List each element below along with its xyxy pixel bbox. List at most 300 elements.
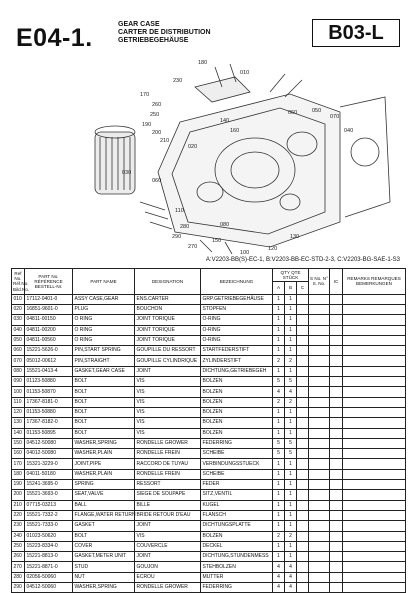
ref-no-cell: 240 xyxy=(12,531,25,541)
remarks-cell xyxy=(343,335,406,345)
col-serial-no: S No. N° S. No. xyxy=(309,269,330,295)
remarks-cell xyxy=(343,541,406,551)
callout-label: 050 xyxy=(312,108,322,114)
col-bezeichnung: BEZEICHNUNG xyxy=(201,269,273,295)
ref-no-cell: 200 xyxy=(12,490,25,500)
part-no-cell: 04811-00200 xyxy=(25,325,73,335)
remarks-cell xyxy=(343,294,406,304)
table-row xyxy=(12,510,406,520)
qty-c-cell xyxy=(297,438,309,448)
part-name-cell: WASHER,PLAIN xyxy=(73,449,135,459)
ref-no-cell: 080 xyxy=(12,366,25,376)
part-name-cell: BALL xyxy=(73,500,135,510)
callout-label: 180 xyxy=(198,60,208,66)
qty-c-cell xyxy=(297,397,309,407)
ref-no-cell: 010 xyxy=(12,294,25,304)
part-no-cell: 01153-50895 xyxy=(25,428,73,438)
part-name-cell: JOINT,PIPE xyxy=(73,459,135,469)
qty-c-cell xyxy=(297,510,309,520)
table-row xyxy=(12,459,406,469)
qty-b-cell: 4 xyxy=(285,562,297,572)
bezeichnung-cell: FEDERRING xyxy=(201,583,273,593)
remarks-cell xyxy=(343,325,406,335)
remarks-cell xyxy=(343,583,406,593)
designation-cell: GOUJON xyxy=(135,562,201,572)
ic-cell xyxy=(330,387,343,397)
part-no-cell: 15321-3229-0 xyxy=(25,459,73,469)
ic-cell xyxy=(330,541,343,551)
bezeichnung-cell: FEDERRING xyxy=(201,438,273,448)
part-name-cell: BOLT xyxy=(73,387,135,397)
ic-cell xyxy=(330,418,343,428)
qty-c-cell xyxy=(297,335,309,345)
remarks-cell xyxy=(343,397,406,407)
part-no-cell: 04512-50080 xyxy=(25,438,73,448)
remarks-cell xyxy=(343,459,406,469)
col-ref-no: Ref No. Réf.No. Bild.No. xyxy=(12,269,25,295)
table-row xyxy=(12,397,406,407)
serial-no-cell xyxy=(309,531,330,541)
designation-cell: RONDELLE GROWER xyxy=(135,438,201,448)
remarks-cell xyxy=(343,531,406,541)
table-header-row xyxy=(12,269,406,282)
title-fr: CARTER DE DISTRIBUTION xyxy=(118,29,211,36)
part-name-cell: BOLT xyxy=(73,397,135,407)
qty-c-cell xyxy=(297,521,309,531)
qty-c-cell xyxy=(297,294,309,304)
part-no-cell: 17367-8182-0 xyxy=(25,418,73,428)
part-name-cell: O RING xyxy=(73,335,135,345)
part-no-cell: 17367-8181-0 xyxy=(25,397,73,407)
part-name-cell: WASHER,SPRING xyxy=(73,438,135,448)
ref-no-cell: 070 xyxy=(12,356,25,366)
remarks-cell xyxy=(343,500,406,510)
callout-label: 080 xyxy=(220,222,230,228)
callout-label: 040 xyxy=(344,128,354,134)
col-remarks: REMARKS REMARQUES BEMERKUNGEN xyxy=(343,269,406,295)
table-row xyxy=(12,335,406,345)
serial-no-cell xyxy=(309,521,330,531)
part-no-cell: 15223-8334-0 xyxy=(25,541,73,551)
part-name-cell: FLANGE,WATER RETURN xyxy=(73,510,135,520)
section-titles xyxy=(118,21,211,45)
table-row xyxy=(12,407,406,417)
part-name-cell: PIN,STRAIGHT xyxy=(73,356,135,366)
qty-a-cell: 2 xyxy=(273,356,285,366)
page-code-box: B03-L xyxy=(312,19,400,47)
designation-cell: RONDELLE GROWER xyxy=(135,583,201,593)
serial-no-cell xyxy=(309,377,330,387)
qty-b-cell: 2 xyxy=(285,397,297,407)
bezeichnung-cell: SCHEIBE xyxy=(201,469,273,479)
ic-cell xyxy=(330,562,343,572)
designation-cell: BILLE xyxy=(135,500,201,510)
remarks-cell xyxy=(343,521,406,531)
qty-a-cell: 4 xyxy=(273,572,285,582)
designation-cell: GOUPILLE CYLINDRIQUE xyxy=(135,356,201,366)
bezeichnung-cell: GRP.GETRIEBEGEHÄUSE xyxy=(201,294,273,304)
qty-c-cell xyxy=(297,315,309,325)
table-row xyxy=(12,438,406,448)
designation-cell: RESSORT xyxy=(135,480,201,490)
ref-no-cell: 030 xyxy=(12,315,25,325)
qty-a-cell: 4 xyxy=(273,583,285,593)
designation-cell: JOINT xyxy=(135,366,201,376)
part-no-cell: 04811-00150 xyxy=(25,315,73,325)
table-row xyxy=(12,572,406,582)
qty-b-cell: 1 xyxy=(285,521,297,531)
designation-cell: JOINT xyxy=(135,521,201,531)
serial-no-cell xyxy=(309,562,330,572)
remarks-cell xyxy=(343,562,406,572)
remarks-cell xyxy=(343,449,406,459)
qty-a-cell: 1 xyxy=(273,490,285,500)
part-name-cell: STUD xyxy=(73,562,135,572)
part-no-cell: 15521-7332-2 xyxy=(25,510,73,520)
ref-no-cell: 100 xyxy=(12,387,25,397)
serial-no-cell xyxy=(309,305,330,315)
col-part-no: PART No. RÉFÉRENCE BESTELL-Nr. xyxy=(25,269,73,295)
title-de: GETRIEBEGEHÄUSE xyxy=(118,37,189,44)
part-no-cell: 15221-8813-0 xyxy=(25,552,73,562)
qty-c-cell xyxy=(297,490,309,500)
serial-no-cell xyxy=(309,335,330,345)
qty-b-cell: 2 xyxy=(285,531,297,541)
qty-c-cell xyxy=(297,325,309,335)
qty-b-cell: 1 xyxy=(285,315,297,325)
qty-c-cell xyxy=(297,469,309,479)
callout-label: 170 xyxy=(140,92,150,98)
serial-no-cell xyxy=(309,294,330,304)
ref-no-cell: 250 xyxy=(12,541,25,551)
serial-no-cell xyxy=(309,490,330,500)
qty-a-cell: 1 xyxy=(273,305,285,315)
qty-c-cell xyxy=(297,459,309,469)
col-ic: IC xyxy=(330,269,343,295)
designation-cell: VIS xyxy=(135,418,201,428)
qty-a-cell: 1 xyxy=(273,552,285,562)
part-name-cell: COVER xyxy=(73,541,135,551)
designation-cell: SIEGE DE SOUPAPE xyxy=(135,490,201,500)
qty-a-cell: 1 xyxy=(273,294,285,304)
bezeichnung-cell: SITZ,VENTIL xyxy=(201,490,273,500)
serial-no-cell xyxy=(309,480,330,490)
part-no-cell: 16851-9601-0 xyxy=(25,305,73,315)
part-no-cell: 15221-8871-0 xyxy=(25,562,73,572)
designation-cell: COUVERCLE xyxy=(135,541,201,551)
ref-no-cell: 270 xyxy=(12,562,25,572)
bezeichnung-cell: SCHEIBE xyxy=(201,449,273,459)
ref-no-cell: 280 xyxy=(12,572,25,582)
bezeichnung-cell: DICHTUNG,STUNDENMESS xyxy=(201,552,273,562)
bezeichnung-cell: VERBINDUNGSSTUECK xyxy=(201,459,273,469)
bezeichnung-cell: BOLZEN xyxy=(201,387,273,397)
table-row xyxy=(12,480,406,490)
bezeichnung-cell: KUGEL xyxy=(201,500,273,510)
qty-b-cell: 1 xyxy=(285,510,297,520)
bezeichnung-cell: DICHTUNGSPLATTE xyxy=(201,521,273,531)
table-row xyxy=(12,521,406,531)
designation-cell: VIS xyxy=(135,377,201,387)
part-name-cell: PIN,START SPRING xyxy=(73,346,135,356)
table-row xyxy=(12,490,406,500)
bezeichnung-cell: BOLZEN xyxy=(201,428,273,438)
ic-cell xyxy=(330,325,343,335)
qty-b-cell: 2 xyxy=(285,356,297,366)
designation-cell: RONDELLE FREIN xyxy=(135,449,201,459)
callout-label: 070 xyxy=(330,114,340,120)
remarks-cell xyxy=(343,469,406,479)
part-name-cell: BOLT xyxy=(73,407,135,417)
parts-table xyxy=(11,268,406,593)
designation-cell: ECROU xyxy=(135,572,201,582)
bezeichnung-cell: BOLZEN xyxy=(201,377,273,387)
designation-cell: RONDELLE FREIN xyxy=(135,469,201,479)
col-qty-b: B xyxy=(285,282,297,294)
part-name-cell: BOLT xyxy=(73,418,135,428)
table-row xyxy=(12,315,406,325)
bezeichnung-cell: O-RING xyxy=(201,315,273,325)
serial-no-cell xyxy=(309,325,330,335)
remarks-cell xyxy=(343,418,406,428)
bezeichnung-cell: DECKEL xyxy=(201,541,273,551)
qty-a-cell: 1 xyxy=(273,346,285,356)
designation-cell: VIS xyxy=(135,428,201,438)
part-name-cell: NUT xyxy=(73,572,135,582)
table-row xyxy=(12,469,406,479)
designation-cell: BRIDE RETOUR D'EAU xyxy=(135,510,201,520)
bezeichnung-cell: BOLZEN xyxy=(201,397,273,407)
col-qty-a: A xyxy=(273,282,285,294)
qty-b-cell: 1 xyxy=(285,469,297,479)
ic-cell xyxy=(330,469,343,479)
table-row xyxy=(12,531,406,541)
ref-no-cell: 040 xyxy=(12,325,25,335)
qty-a-cell: 1 xyxy=(273,459,285,469)
ic-cell xyxy=(330,407,343,417)
serial-no-cell xyxy=(309,449,330,459)
qty-c-cell xyxy=(297,449,309,459)
remarks-cell xyxy=(343,366,406,376)
qty-a-cell: 4 xyxy=(273,562,285,572)
callout-label: 150 xyxy=(212,238,222,244)
ref-no-cell: 210 xyxy=(12,500,25,510)
col-qty-c: C xyxy=(297,282,309,294)
serial-no-cell xyxy=(309,397,330,407)
serial-no-cell xyxy=(309,407,330,417)
ic-cell xyxy=(330,335,343,345)
table-row xyxy=(12,356,406,366)
part-name-cell: WASHER,PLAIN xyxy=(73,469,135,479)
qty-b-cell: 4 xyxy=(285,583,297,593)
bezeichnung-cell: FEDER xyxy=(201,480,273,490)
ref-no-cell: 290 xyxy=(12,583,25,593)
ic-cell xyxy=(330,500,343,510)
designation-cell: BOUCHON xyxy=(135,305,201,315)
callout-label: 230 xyxy=(173,78,183,84)
serial-no-cell xyxy=(309,572,330,582)
callout-label: 030 xyxy=(122,170,132,176)
model-variant-note: A:V2203-BB(S)-EC-1, B:V2203-BB-EC-STD-2-3, C:V2203-BG-SAE-1-S3 xyxy=(205,257,400,263)
qty-b-cell: 1 xyxy=(285,346,297,356)
remarks-cell xyxy=(343,552,406,562)
ref-no-cell: 150 xyxy=(12,438,25,448)
callout-label: 250 xyxy=(150,112,160,118)
part-no-cell: 05012-00612 xyxy=(25,356,73,366)
part-no-cell: 15521-0413-4 xyxy=(25,366,73,376)
col-qty: QTY QTE STÜCK xyxy=(273,269,309,282)
ic-cell xyxy=(330,294,343,304)
table-row xyxy=(12,583,406,593)
ic-cell xyxy=(330,428,343,438)
table-row xyxy=(12,552,406,562)
ic-cell xyxy=(330,305,343,315)
callout-label: 130 xyxy=(290,234,300,240)
part-name-cell: GASKET,GEAR CASE xyxy=(73,366,135,376)
qty-a-cell: 1 xyxy=(273,428,285,438)
section-code: E04-1. xyxy=(16,24,93,52)
callout-label: 010 xyxy=(240,70,250,76)
table-row xyxy=(12,387,406,397)
ref-no-cell: 160 xyxy=(12,449,25,459)
callout-label: 200 xyxy=(152,130,162,136)
bezeichnung-cell: BOLZEN xyxy=(201,407,273,417)
ref-no-cell: 020 xyxy=(12,305,25,315)
ic-cell xyxy=(330,480,343,490)
remarks-cell xyxy=(343,490,406,500)
qty-b-cell: 5 xyxy=(285,449,297,459)
ic-cell xyxy=(330,490,343,500)
ic-cell xyxy=(330,583,343,593)
part-no-cell: 02056-50060 xyxy=(25,572,73,582)
qty-b-cell: 1 xyxy=(285,500,297,510)
qty-b-cell: 1 xyxy=(285,480,297,490)
part-name-cell: O RING xyxy=(73,315,135,325)
serial-no-cell xyxy=(309,469,330,479)
qty-c-cell xyxy=(297,387,309,397)
ref-no-cell: 260 xyxy=(12,552,25,562)
remarks-cell xyxy=(343,356,406,366)
ref-no-cell: 180 xyxy=(12,469,25,479)
bezeichnung-cell: O-RING xyxy=(201,325,273,335)
table-row xyxy=(12,366,406,376)
designation-cell: VIS xyxy=(135,397,201,407)
qty-c-cell xyxy=(297,583,309,593)
part-no-cell: 17112-0401-0 xyxy=(25,294,73,304)
table-row xyxy=(12,562,406,572)
part-name-cell: O RING xyxy=(73,325,135,335)
qty-b-cell: 1 xyxy=(285,325,297,335)
designation-cell: VIS xyxy=(135,407,201,417)
qty-b-cell: 5 xyxy=(285,377,297,387)
ref-no-cell: 060 xyxy=(12,346,25,356)
callout-label: 290 xyxy=(172,234,182,240)
qty-a-cell: 2 xyxy=(273,531,285,541)
table-row xyxy=(12,346,406,356)
bezeichnung-cell: FLANSCH xyxy=(201,510,273,520)
ic-cell xyxy=(330,377,343,387)
qty-c-cell xyxy=(297,480,309,490)
qty-a-cell: 5 xyxy=(273,377,285,387)
serial-no-cell xyxy=(309,541,330,551)
callout-label: 280 xyxy=(180,224,190,230)
qty-b-cell: 1 xyxy=(285,335,297,345)
qty-b-cell: 1 xyxy=(285,366,297,376)
remarks-cell xyxy=(343,346,406,356)
remarks-cell xyxy=(343,480,406,490)
part-no-cell: 15221-5626-0 xyxy=(25,346,73,356)
remarks-cell xyxy=(343,428,406,438)
serial-no-cell xyxy=(309,366,330,376)
callout-label: 100 xyxy=(240,250,250,256)
part-name-cell: SPRING xyxy=(73,480,135,490)
qty-a-cell: 1 xyxy=(273,366,285,376)
bezeichnung-cell: O-RING xyxy=(201,335,273,345)
qty-a-cell: 1 xyxy=(273,469,285,479)
qty-a-cell: 5 xyxy=(273,438,285,448)
callout-label: 110 xyxy=(175,208,184,214)
remarks-cell xyxy=(343,572,406,582)
designation-cell: JOINT TORIQUE xyxy=(135,335,201,345)
qty-b-cell: 4 xyxy=(285,572,297,582)
qty-c-cell xyxy=(297,428,309,438)
part-name-cell: BOLT xyxy=(73,428,135,438)
designation-cell: GOUPILLE DU RESSORT xyxy=(135,346,201,356)
ic-cell xyxy=(330,346,343,356)
part-name-cell: SEAT,VALVE xyxy=(73,490,135,500)
qty-c-cell xyxy=(297,500,309,510)
table-row xyxy=(12,305,406,315)
qty-a-cell: 1 xyxy=(273,325,285,335)
ref-no-cell: 090 xyxy=(12,377,25,387)
qty-c-cell xyxy=(297,346,309,356)
qty-b-cell: 1 xyxy=(285,459,297,469)
callout-label: 020 xyxy=(188,144,198,150)
qty-b-cell: 1 xyxy=(285,418,297,428)
part-no-cell: 01123-50880 xyxy=(25,377,73,387)
title-en: GEAR CASE xyxy=(118,21,160,28)
serial-no-cell xyxy=(309,428,330,438)
bezeichnung-cell: MUTTER xyxy=(201,572,273,582)
qty-a-cell: 4 xyxy=(273,387,285,397)
designation-cell: RACCORD DE TUYAU xyxy=(135,459,201,469)
serial-no-cell xyxy=(309,387,330,397)
qty-a-cell: 1 xyxy=(273,510,285,520)
ref-no-cell: 050 xyxy=(12,335,25,345)
part-no-cell: 07715-03213 xyxy=(25,500,73,510)
ic-cell xyxy=(330,572,343,582)
ref-no-cell: 120 xyxy=(12,407,25,417)
bezeichnung-cell: BOLZEN xyxy=(201,418,273,428)
ref-no-cell: 190 xyxy=(12,480,25,490)
col-part-name: PART NAME xyxy=(73,269,135,295)
callout-label: 060 xyxy=(288,110,298,116)
part-no-cell: 15521-7333-0 xyxy=(25,521,73,531)
part-no-cell: 01023-50620 xyxy=(25,531,73,541)
part-no-cell: 01153-50880 xyxy=(25,407,73,417)
qty-a-cell: 1 xyxy=(273,480,285,490)
serial-no-cell xyxy=(309,500,330,510)
ic-cell xyxy=(330,449,343,459)
qty-c-cell xyxy=(297,418,309,428)
qty-c-cell xyxy=(297,377,309,387)
designation-cell: VIS xyxy=(135,531,201,541)
part-no-cell: 01153-50870 xyxy=(25,387,73,397)
ref-no-cell: 220 xyxy=(12,510,25,520)
part-no-cell: 15241-3695-0 xyxy=(25,480,73,490)
table-row xyxy=(12,541,406,551)
qty-c-cell xyxy=(297,305,309,315)
